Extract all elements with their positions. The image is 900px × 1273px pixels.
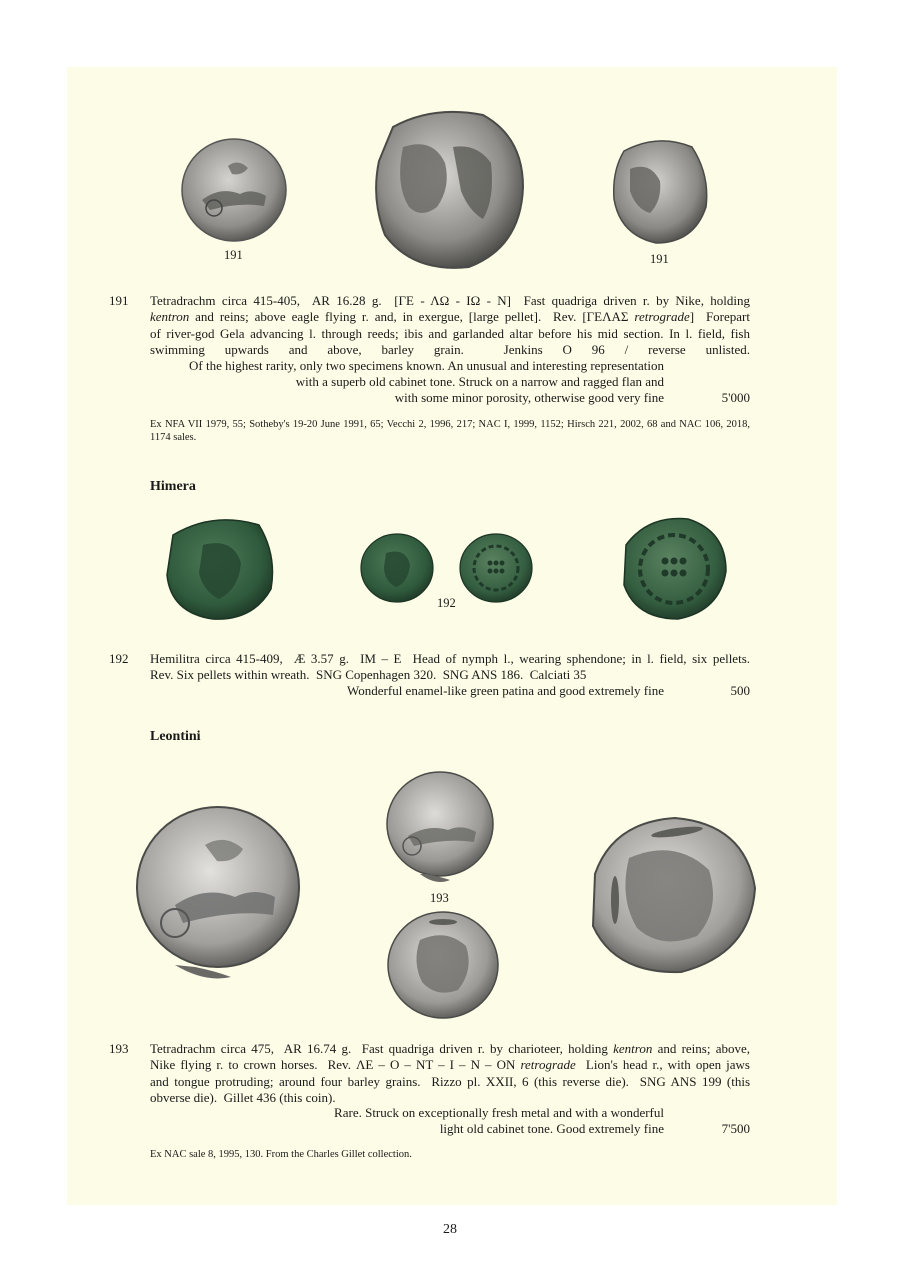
lot-193-line-1-text: Tetradrachm circa 475, AR 16.74 g. Fast quadriga driven r. by charioteer, holding [150, 1041, 614, 1056]
coin-192-obverse-small [360, 533, 434, 603]
section-heading-himera: Himera [150, 479, 196, 494]
lot-192-line-2: Rev. Six pellets within wreath. SNG Copenhagen 320. SNG ANS 186. Calciati 35 [150, 667, 587, 683]
lot-193-line-4: obverse die). Gillet 436 (this coin). [150, 1089, 336, 1105]
lot-193-price: 7'500 [721, 1121, 750, 1136]
lot-193-line-2-end: Lion's head r., with open jaws [575, 1057, 750, 1073]
lot-191-price: 5'000 [721, 390, 750, 405]
lot-description-193 [150, 1041, 750, 1106]
lot-number-193: 193 [109, 1041, 129, 1056]
caption-193: 193 [430, 891, 449, 905]
lot-193-line-2-text: Nike flying r. to crown horses. Rev. ΛΕ – Ο – ΝΤ – Ι – Ν – ΟΝ [150, 1057, 521, 1073]
lot-191-remark-1: Of the highest rarity, only two specimens known. An unusual and interesting representation [188, 358, 664, 373]
coin-192-reverse-small [459, 533, 533, 603]
lot-191-line-2-end: ] Forepart [689, 309, 750, 325]
lot-192-price: 500 [730, 683, 750, 698]
coin-191-obverse-large [373, 107, 525, 271]
lot-191-line-3: of river-god Gela advancing l. through reeds; ibis and garlanded altar before his mid section. In l. field, fish [150, 325, 750, 341]
lot-193-italic-retrograde: retrograde [520, 1057, 576, 1073]
lot-193-italic-kentron: kentron [613, 1041, 653, 1056]
lot-193-line-3: and tongue protruding; around four barley grains. Rizzo pl. XXII, 6 (this reverse die). SNG ANS 199 (this [150, 1073, 750, 1089]
coin-193-obverse-small [386, 770, 494, 886]
coin-193-reverse-large [585, 814, 759, 976]
lot-193-remark-1: Rare. Struck on exceptionally fresh metal and with a wonderful [334, 1105, 664, 1120]
coin-191-reverse-small [610, 135, 710, 245]
lot-191-remark-2: with a superb old cabinet tone. Struck on a narrow and ragged flan and [295, 374, 664, 389]
lot-number-192: 192 [109, 651, 129, 666]
lot-191-line-4: swimming upwards and above, barley grain. Jenkins O 96 / reverse unlisted. [150, 341, 750, 357]
coin-193-obverse-large [135, 805, 301, 983]
lot-193-line-2 [150, 1057, 750, 1073]
lot-192-line-1: Hemilitra circa 415-409, Æ 3.57 g. IM – E Head of nymph l., wearing sphendone; in l. field, six pellets. [150, 651, 750, 666]
coin-191-obverse-small [180, 136, 288, 244]
lot-191-line-1: Tetradrachm circa 415-405, AR 16.28 g. [ΓΕ - ΛΩ - ΙΩ - Ν] Fast quadriga driven r. by Nike, holding [150, 293, 750, 308]
coin-192-reverse-large [618, 515, 728, 621]
lot-191-italic-retrograde: retrograde [634, 309, 690, 325]
coin-192-obverse-large [163, 515, 275, 621]
lot-193-remark-2: light old cabinet tone. Good extremely fine [439, 1121, 664, 1136]
lot-description-191 [150, 293, 750, 358]
coin-193-reverse-small [386, 910, 500, 1020]
lot-191-line-2 [150, 309, 750, 325]
lot-193-line-1-end: and reins; above, [652, 1041, 750, 1056]
lot-192-remark: Wonderful enamel-like green patina and good extremely fine [347, 683, 664, 698]
lot-193-line-1 [150, 1041, 750, 1057]
lot-number-191: 191 [109, 293, 129, 308]
lot-191-remark-3: with some minor porosity, otherwise good very fine [394, 390, 664, 405]
caption-191-left: 191 [224, 248, 243, 262]
lot-191-provenance: Ex NFA VII 1979, 55; Sotheby's 19-20 June 1991, 65; Vecchi 2, 1996, 217; NAC I, 1999, 1152; Hirsch 221, 2002, 68 and NAC 106, 2018, 1174 sales. [150, 419, 750, 443]
lot-191-italic-kentron: kentron [150, 309, 190, 325]
page-number: 28 [443, 1222, 457, 1237]
caption-192: 192 [437, 596, 456, 610]
lot-193-provenance: Ex NAC sale 8, 1995, 130. From the Charles Gillet collection. [150, 1149, 412, 1160]
section-heading-leontini: Leontini [150, 729, 201, 744]
lot-description-192 [150, 651, 750, 684]
lot-191-line-2-text: and reins; above eagle flying r. and, in exergue, [large pellet]. Rev. [ΓΕΛΑΣ [189, 309, 635, 325]
caption-191-right: 191 [650, 252, 669, 266]
